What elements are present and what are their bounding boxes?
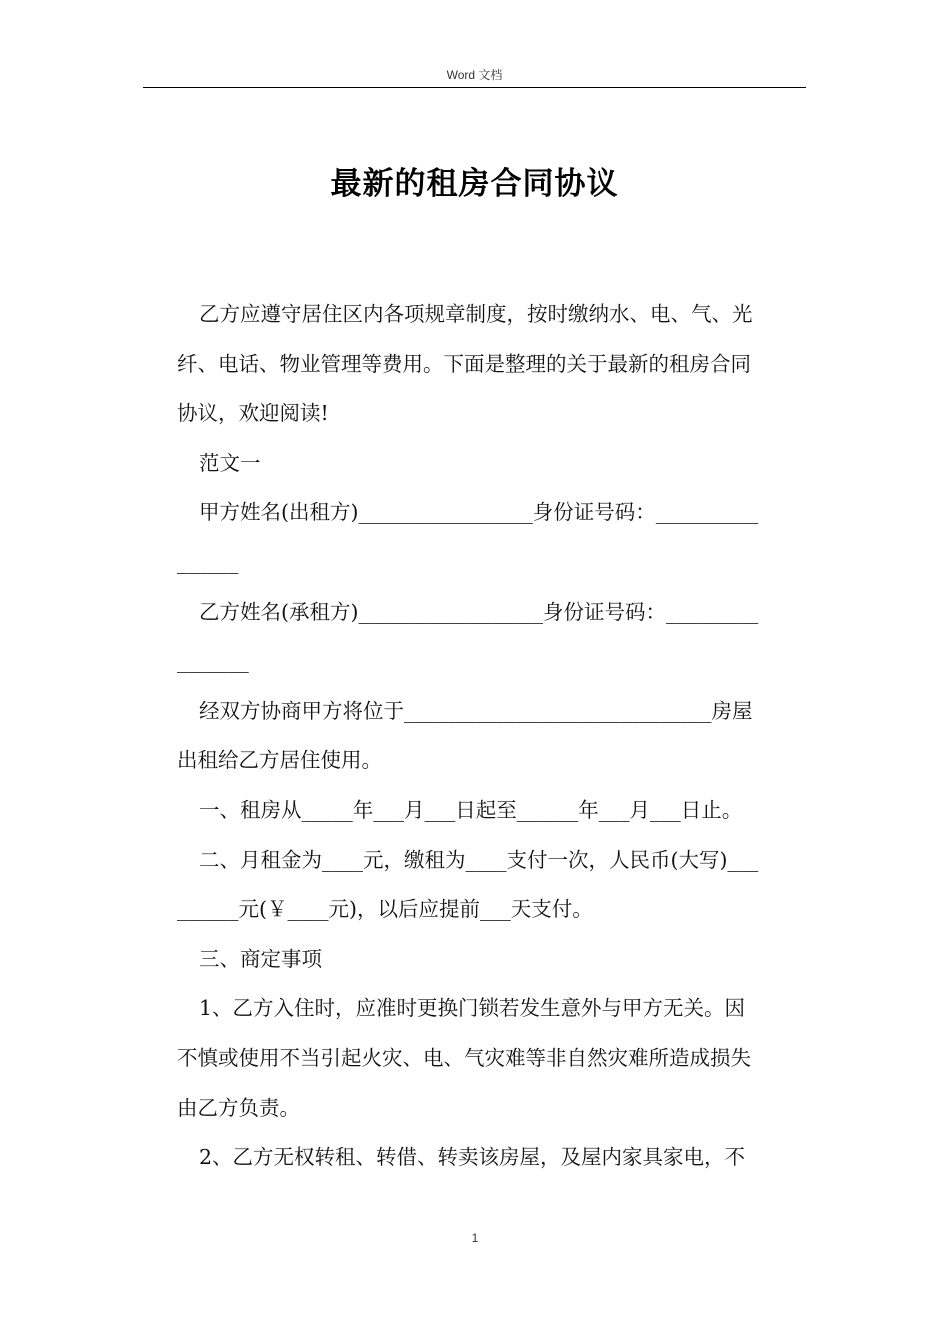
body-line: 1、乙方入住时，应准时更换门锁若发生意外与甲方无关。因 [199,996,746,1021]
body-line: 甲方姓名(出租方)_________________身份证号码：__________ [199,500,759,525]
page-number: 1 [471,1231,479,1245]
body-line: 协议，欢迎阅读! [177,401,329,426]
body-line: 乙方应遵守居住区内各项规章制度，按时缴纳水、电、气、光 [199,302,753,326]
body-line: 由乙方负责。 [177,1095,300,1120]
body-line: 2、乙方无权转租、转借、转卖该房屋，及屋内家具家电，不 [199,1145,746,1170]
page-header: Word 文档 [446,68,503,82]
header-rule [143,87,806,88]
body-line: 纤、电话、物业管理等费用。下面是整理的关于最新的租房合同 [177,351,751,376]
body-line: 乙方姓名(承租方)__________________身份证号码：_________ [199,599,759,624]
body-line: ______ [177,549,239,574]
body-line: 经双方协商甲方将位于______________________________房屋 [199,698,753,723]
body-line: 二、月租金为____元，缴租为____支付一次，人民币(大写)___ [199,847,759,872]
body-line: 出租给乙方居住使用。 [177,748,382,773]
body-line: 不慎或使用不当引起火灾、电、气灾难等非自然灾难所造成损失 [177,1045,751,1070]
section-heading: 范文一 [199,450,261,475]
body-line: _______ [177,649,249,674]
document-title: 最新的租房合同协议 [330,166,619,202]
section-heading: 三、商定事项 [199,946,322,971]
document-body [177,290,807,1183]
body-line: 一、租房从_____年___月___日起至______年___月___日止。 [199,797,743,822]
body-line: ______元(￥____元)，以后应提前___天支付。 [177,897,593,922]
